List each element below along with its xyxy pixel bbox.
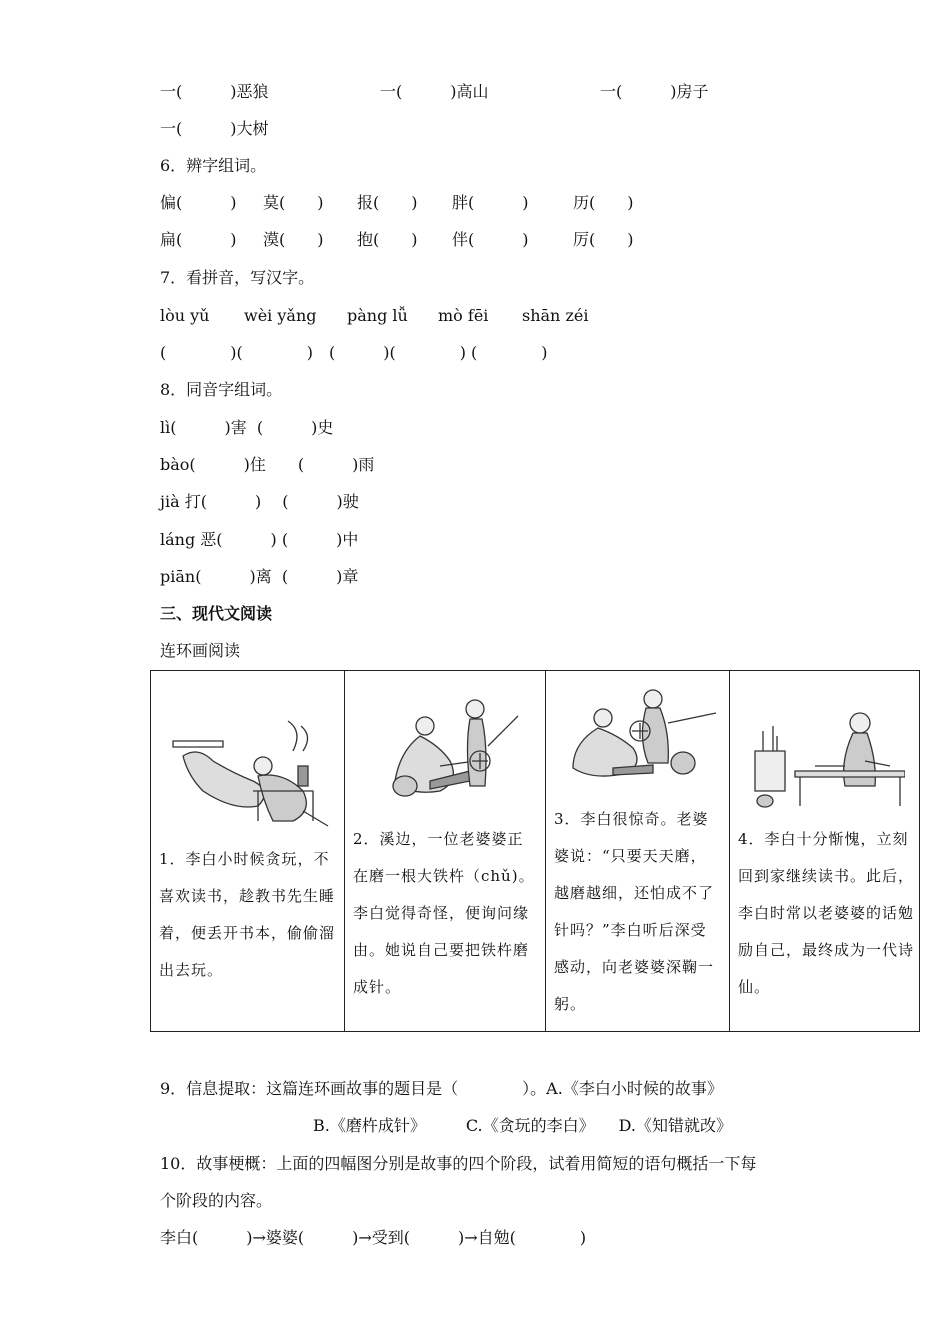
pinyin-blanks: ( )( ) ( )( ) ( ) bbox=[160, 343, 548, 362]
panel-caption: 3．李白很惊奇。老婆婆说：“只要天天磨，越磨越细，还怕成不了针吗？”李白听后深受感动，向老婆婆深鞠一躬。 bbox=[554, 810, 715, 1013]
blank-item: 一( )大树 bbox=[160, 119, 269, 138]
word-pair: 伴( ) bbox=[452, 230, 529, 249]
li-bai-studying-image bbox=[745, 701, 905, 811]
panel-caption: 4．李白十分惭愧，立刻回到家继续读书。此后，李白时常以老婆婆的话勉励自己，最终成为一代诗仙。 bbox=[738, 830, 915, 996]
comic-strip bbox=[150, 670, 920, 1032]
question-10-line1: 10．故事梗概：上面的四幅图分别是故事的四个阶段，试着用简短的语句概括一下每 bbox=[160, 1154, 757, 1173]
section-subheading: 连环画阅读 bbox=[160, 641, 241, 660]
comic-panel-3 bbox=[546, 671, 730, 1032]
pinyin-item: pàng lǚ bbox=[347, 306, 408, 325]
question-10-line2: 个阶段的内容。 bbox=[160, 1191, 273, 1210]
question-6-title: 6．辨字组词。 bbox=[160, 156, 267, 175]
word-pair: 报( ) bbox=[357, 193, 418, 212]
blank-item: 一( )房子 bbox=[600, 82, 709, 101]
word-pair: 漠( ) bbox=[263, 230, 324, 249]
pinyin-item: lòu yǔ bbox=[160, 306, 210, 325]
pinyin-item: mò fēi bbox=[438, 306, 489, 325]
homophone-row: jià 打( ) ( )驶 bbox=[160, 492, 359, 511]
word-pair: 厉( ) bbox=[573, 230, 634, 249]
homophone-row: láng 恶( ) ( )中 bbox=[160, 530, 359, 549]
question-8-title: 8．同音字组词。 bbox=[160, 380, 283, 399]
word-pair: 胖( ) bbox=[452, 193, 529, 212]
question-7-title: 7．看拼音，写汉字。 bbox=[160, 268, 315, 287]
question-10-answer: 李白( )→婆婆( )→受到( )→自勉( ) bbox=[160, 1228, 587, 1247]
blank-item: 一( )恶狼 bbox=[160, 82, 269, 101]
section-heading: 三、现代文阅读 bbox=[160, 604, 273, 623]
pinyin-item: shān zéi bbox=[522, 306, 589, 325]
question-9-stem: 9．信息提取：这篇连环画故事的题目是（ ）。A.《李白小时候的故事》 bbox=[160, 1079, 723, 1098]
comic-panel-2 bbox=[345, 671, 546, 1032]
question-9-options: B.《磨杵成针》 C.《贪玩的李白》 D.《知错就改》 bbox=[313, 1116, 732, 1135]
panel-caption: 1．李白小时候贪玩，不喜欢读书，趁教书先生睡着，便丢开书本，偷偷溜出去玩。 bbox=[159, 850, 336, 979]
word-pair: 偏( ) bbox=[160, 193, 237, 212]
comic-panel-4 bbox=[730, 671, 920, 1032]
blank-item: 一( )高山 bbox=[380, 82, 489, 101]
comic-panel-1 bbox=[151, 671, 345, 1032]
pinyin-item: wèi yǎng bbox=[244, 306, 317, 325]
word-pair: 历( ) bbox=[573, 193, 634, 212]
panel-caption: 2．溪边，一位老婆婆正在磨一根大铁杵（chǔ)。李白觉得奇怪，便询问缘由。她说自己要把铁杵磨成针。 bbox=[353, 830, 535, 996]
homophone-row: bào( )住 ( )雨 bbox=[160, 455, 375, 474]
homophone-row: lì( )害 ( )史 bbox=[160, 418, 334, 437]
word-pair: 扁( ) bbox=[160, 230, 237, 249]
li-bai-bowing-image bbox=[558, 683, 718, 788]
homophone-row: piān( )离 ( )章 bbox=[160, 567, 359, 586]
sleeping-teacher-image bbox=[163, 711, 333, 831]
old-woman-grinding-image bbox=[370, 691, 520, 806]
word-pair: 莫( ) bbox=[263, 193, 324, 212]
word-pair: 抱( ) bbox=[357, 230, 418, 249]
